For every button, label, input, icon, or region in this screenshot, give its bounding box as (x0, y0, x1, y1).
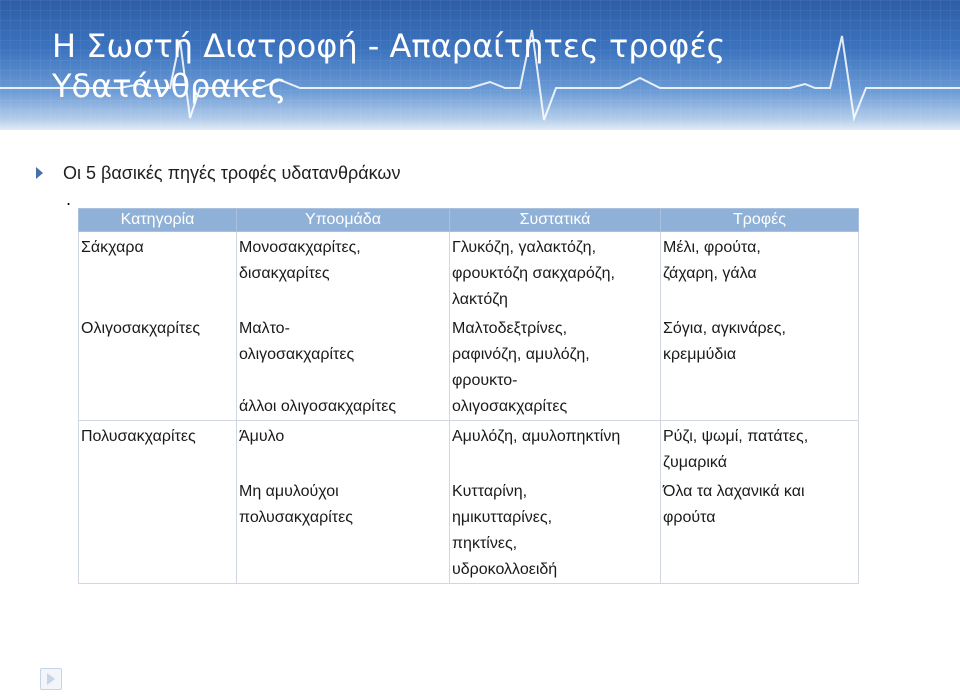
cell-components: Γλυκόζη, γαλακτόζη, φρουκτόζη σακχαρόζη, λακτόζη (450, 232, 661, 314)
stray-dot: . (66, 190, 72, 209)
cell-subgroup: Μαλτο- ολιγοσακχαρίτες άλλοι ολιγοσακχαρίτες (237, 313, 450, 421)
header-category: Κατηγορία (79, 209, 237, 232)
cell-category: Σάκχαρα (79, 232, 237, 314)
title-line-1: Η Σωστή Διατροφή - Απαραίτητες τροφές (52, 27, 726, 65)
table-header-row (79, 209, 859, 232)
title-line-2: Υδατάνθρακες (52, 67, 287, 105)
table-row (79, 232, 859, 314)
table-row (79, 313, 859, 421)
cell-category: Ολιγοσακχαρίτες (79, 313, 237, 421)
cell-subgroup: Άμυλο (237, 421, 450, 477)
banner-fade (0, 120, 960, 150)
cell-foods: Μέλι, φρούτα, ζάχαρη, γάλα (661, 232, 859, 314)
header-subgroup: Υποομάδα (237, 209, 450, 232)
cell-category (79, 476, 237, 584)
carbohydrates-table-wrapper (78, 208, 858, 576)
bullet-arrow-icon (36, 167, 43, 179)
bullet-text: Οι 5 βασικές πηγές τροφές υδατανθράκων (63, 162, 401, 183)
bullet-item (36, 160, 400, 186)
cell-foods: Όλα τα λαχανικά και φρούτα (661, 476, 859, 584)
cell-subgroup-secondary: άλλοι ολιγοσακχαρίτες (239, 398, 397, 415)
cell-components: Μαλτοδεξτρίνες, ραφινόζη, αμυλόζη, φρουκτο- ολιγοσακχαρίτες (450, 313, 661, 421)
cell-subgroup: Μονοσακχαρίτες, δισακχαρίτες (237, 232, 450, 314)
table-row (79, 421, 859, 477)
cell-components: Αμυλόζη, αμυλοπηκτίνη (450, 421, 661, 477)
header-foods: Τροφές (661, 209, 859, 232)
page-title (52, 26, 725, 106)
cell-foods: Ρύζι, ψωμί, πατάτες, ζυμαρικά (661, 421, 859, 477)
cell-category: Πολυσακχαρίτες (79, 421, 237, 477)
header-banner (0, 0, 960, 130)
table-row (79, 476, 859, 584)
cell-foods: Σόγια, αγκινάρες, κρεμμύδια (661, 313, 859, 421)
cell-components: Κυτταρίνη, ημικυτταρίνες, πηκτίνες, υδροκολλοειδή (450, 476, 661, 584)
cell-subgroup: Μη αμυλούχοι πολυσακχαρίτες (237, 476, 450, 584)
carbohydrates-table (78, 208, 859, 584)
header-components: Συστατικά (450, 209, 661, 232)
slide-play-icon[interactable] (40, 668, 62, 690)
